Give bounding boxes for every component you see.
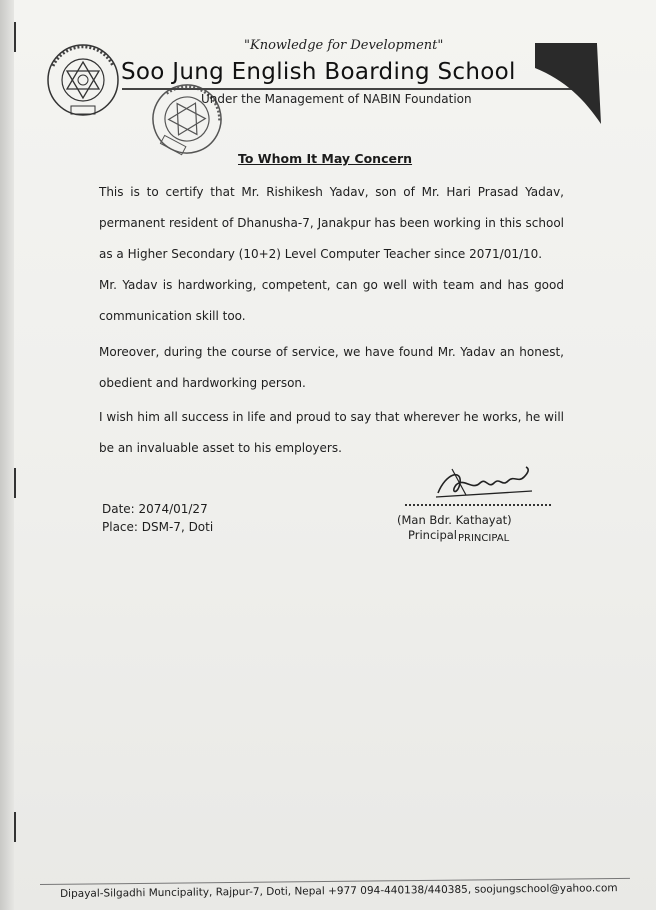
signatory-name: (Man Bdr. Kathayat) [397,513,512,527]
scan-mark [14,812,16,842]
scan-mark [14,22,16,52]
signatory-title: PRINCIPAL [458,533,510,544]
paragraph-certification: This is to certify that Mr. Rishikesh Yadav, son of Mr. Hari Prasad Yadav, permanent resident of Dhanusha-7, Janakpur has been working in this school as a Higher Secondary (10+2) Level Computer Teacher since 2071/01/10. [99,185,564,261]
signature-line [405,504,551,506]
management-line: Under the Management of NABIN Foundation [201,92,472,106]
scan-edge-shadow [0,0,14,910]
school-logo-seal [45,42,121,118]
issue-date: Date: 2074/01/27 [102,502,208,516]
issue-place: Place: DSM-7, Doti [102,520,214,534]
paragraph-service: Moreover, during the course of service, we have found Mr. Yadav an honest, obedient and hardworking person. [99,345,564,390]
principal-signature [432,463,542,503]
header-swoosh-decoration [535,40,605,130]
scan-mark [14,468,16,498]
school-motto: "Knowledge for Development" [244,38,444,53]
signatory-title-handwritten: Principal [408,528,458,542]
letter-subject: To Whom It May Concern [238,151,413,166]
school-name-heading: Soo Jung English Boarding School [121,59,516,85]
header-divider [122,88,592,90]
paragraph-qualities: Mr. Yadav is hardworking, competent, can go well with team and has good communication skill too. [99,278,564,323]
footer-address: Dipayal-Silgadhi Muncipality, Rajpur-7, Doti, Nepal +977 094-440138/440385, soojungschool@yahoo.com [60,882,618,900]
paragraph-wishes: I wish him all success in life and proud to say that wherever he works, he will be an invaluable asset to his employers. [99,410,564,455]
